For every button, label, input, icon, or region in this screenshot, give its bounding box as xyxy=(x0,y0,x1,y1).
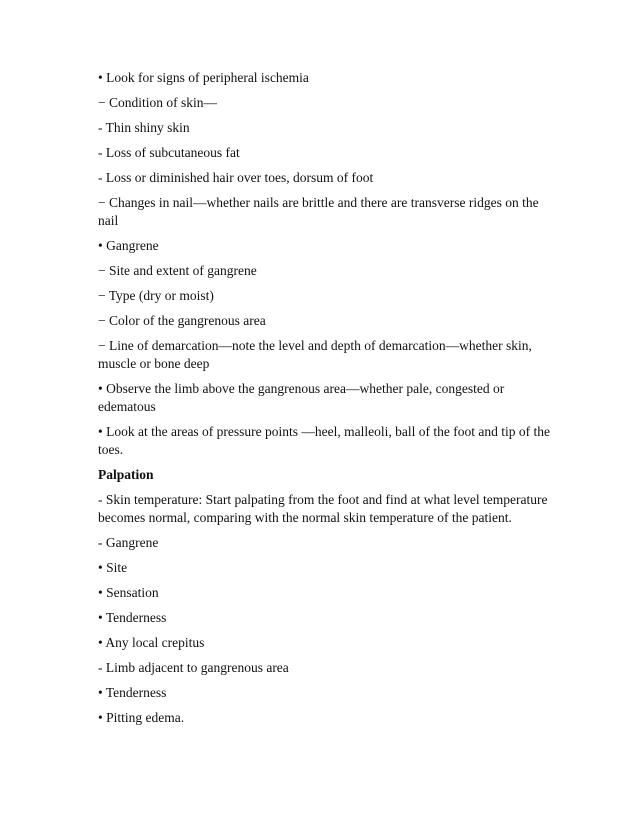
bullet-line: • Site xyxy=(98,560,128,575)
section-heading-palpation: Palpation xyxy=(98,467,154,482)
sub-item-line: − Changes in nail—whether nails are brittle and there are transverse ridges on the nail xyxy=(98,195,539,228)
bullet-line: • Sensation xyxy=(98,585,159,600)
bullet-line: • Look at the areas of pressure points —heel, malleoli, ball of the foot and tip of the toes. xyxy=(98,424,550,457)
sub-item-line: − Condition of skin— xyxy=(98,95,217,110)
sub-item-line: - Gangrene xyxy=(98,535,159,550)
bullet-line: • Gangrene xyxy=(98,238,159,253)
sub-item-line: - Loss of subcutaneous fat xyxy=(98,145,240,160)
sub-item-line: − Type (dry or moist) xyxy=(98,288,214,303)
sub-item-line: - Loss or diminished hair over toes, dorsum of foot xyxy=(98,170,374,185)
sub-item-line: - Limb adjacent to gangrenous area xyxy=(98,660,289,675)
sub-item-line: − Line of demarcation—note the level and depth of demarcation—whether skin, muscle or bone deep xyxy=(98,338,532,371)
bullet-line: • Observe the limb above the gangrenous area—whether pale, congested or edematous xyxy=(98,381,505,414)
sub-item-line: - Thin shiny skin xyxy=(98,120,190,135)
bullet-line: • Look for signs of peripheral ischemia xyxy=(98,70,309,85)
bullet-line: • Pitting edema. xyxy=(98,710,185,725)
bullet-line: • Tenderness xyxy=(98,685,167,700)
sub-item-line: − Color of the gangrenous area xyxy=(98,313,266,328)
bullet-line: • Any local crepitus xyxy=(98,635,205,650)
sub-item-line: - Skin temperature: Start palpating from the foot and find at what level temperature becomes normal, comparing with the normal skin temperature of the patient. xyxy=(98,492,548,525)
sub-item-line: − Site and extent of gangrene xyxy=(98,263,257,278)
bullet-line: • Tenderness xyxy=(98,610,167,625)
document-body xyxy=(98,69,550,734)
